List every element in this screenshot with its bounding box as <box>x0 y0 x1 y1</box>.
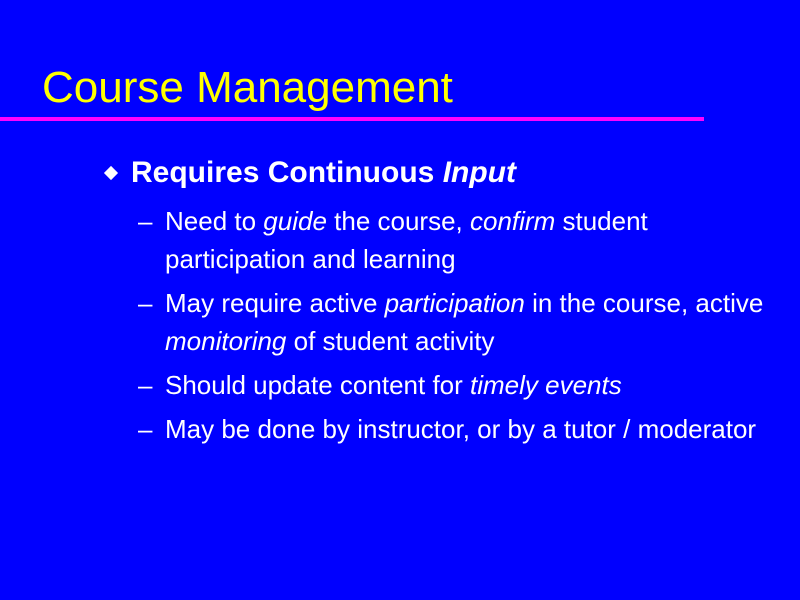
emphasis-text: confirm <box>470 206 556 236</box>
dash-marker: – <box>138 288 153 318</box>
subpoint-1 <box>138 202 768 278</box>
main-bullet-text <box>131 153 516 193</box>
subpoint-list <box>138 202 768 454</box>
subpoint-text: in the course, active <box>524 288 764 318</box>
emphasis-text: monitoring <box>165 326 287 356</box>
diamond-icon <box>104 166 118 180</box>
subpoint-text: Should update content for <box>165 370 471 400</box>
dash-marker: – <box>138 370 153 400</box>
dash-marker: – <box>138 206 153 236</box>
emphasis-text: participation <box>384 288 525 318</box>
subpoint-3 <box>138 366 768 404</box>
subpoint-text: May be done by instructor, or by a tutor / moderator <box>165 414 757 444</box>
emphasis-text: timely events <box>470 370 622 400</box>
subpoint-text: of student activity <box>286 326 495 356</box>
title-divider <box>0 117 704 121</box>
emphasis-text: guide <box>263 206 327 236</box>
subpoint-2 <box>138 284 768 360</box>
slide-title: Course Management <box>42 63 453 112</box>
dash-marker: – <box>138 414 153 444</box>
main-bullet-label: Requires Continuous <box>131 156 443 189</box>
main-bullet-emphasis: Input <box>442 156 516 189</box>
subpoint-text: student participation and learning <box>165 206 648 274</box>
subpoint-4 <box>138 410 768 448</box>
subpoint-text: May require active <box>165 288 385 318</box>
subpoint-text: the course, <box>326 206 470 236</box>
subpoint-text: Need to <box>165 206 264 236</box>
